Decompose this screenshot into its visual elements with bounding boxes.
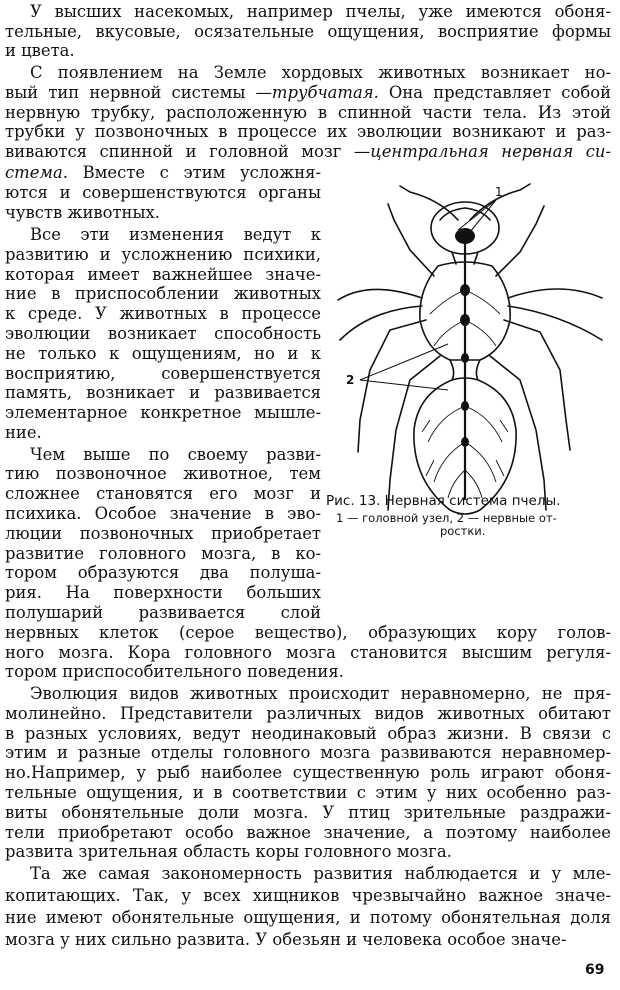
figure-caption-legend: 1 — головной узел, 2 — нервные от-	[336, 511, 557, 525]
text-line: люции позвоночных приобретает	[5, 523, 321, 543]
page-number: 69	[585, 962, 605, 978]
text-line: ние в приспособлении животных	[5, 284, 321, 304]
text-line	[5, 83, 611, 103]
text-line: чувств животных.	[5, 202, 160, 222]
text-line: Та же самая закономерность развития наблюдается и у мле-	[30, 864, 611, 883]
text-line: копитающих. Так, у всех хищников чрезвычайно важное значе-	[5, 886, 611, 905]
text-line: память, возникает и развивается	[5, 383, 321, 403]
text-line: тели приобретают особо важное значение, а поэтому наиболее	[5, 822, 611, 842]
text-line: восприятию, совершенствуется	[5, 363, 321, 383]
text-line: ются и совершенствуются органы	[5, 182, 321, 202]
bee-nervous-system-figure	[330, 180, 610, 520]
text-line: развитие головного мозга, в ко-	[5, 543, 321, 563]
text-line: этим и разные отделы головного мозга развиваются неравномер-	[5, 743, 611, 763]
text-line: трубки у позвоночных в процессе их эволюции возникают и раз-	[5, 122, 611, 142]
text-line: развита зрительная область коры головного мозга.	[5, 842, 452, 862]
text-line: тельные ощущения, и в соответствии с этим у них особенно раз-	[5, 783, 611, 802]
text-line: Эволюция видов животных происходит неравномерно, не пря-	[30, 684, 611, 703]
figure-label-2: 2	[346, 373, 355, 387]
text-line: мозга у них сильно развита. У обезьян и человека особое значе-	[5, 930, 567, 949]
text-line: Чем выше по своему разви-	[30, 444, 321, 464]
text-segment: Вместе с этим усложня-	[68, 162, 321, 182]
text-line: тором приспособительного поведения.	[5, 662, 344, 682]
text-line: ного мозга. Кора головного мозга становится высшим регуля-	[5, 642, 611, 662]
text-line: Все эти изменения ведут к	[30, 225, 321, 244]
text-line: ние.	[5, 423, 42, 442]
text-line: и цвета.	[5, 41, 75, 61]
text-line: молинейно. Представители различных видов животных обитают	[5, 703, 611, 723]
text-line: которая имеет важнейшее значе-	[5, 264, 321, 284]
text-line: к среде. У животных в процессе	[5, 304, 321, 324]
text-line: полушарий развивается слой	[5, 603, 321, 622]
text-line: У высших насекомых, например пчелы, уже имеются обоня-	[30, 1, 611, 21]
term-italic: стема.	[5, 162, 68, 182]
figure-caption-legend-cont: ростки.	[440, 524, 486, 538]
text-line: психика. Особое значение в эво-	[5, 504, 321, 523]
text-line: тию позвоночное животное, тем	[5, 464, 321, 484]
text-line: не только к ощущениям, но и к	[5, 343, 321, 363]
text-line: элементарное конкретное мышле-	[5, 403, 321, 423]
text-line: тельные, вкусовые, осязательные ощущения, восприятие формы	[5, 21, 611, 41]
text-line: нервную трубку, расположенную в спинной части тела. Из этой	[5, 102, 611, 122]
text-line: в разных условиях, ведут неодинаковый образ жизни. В связи с	[5, 723, 611, 743]
figure-label-1: 1	[495, 185, 503, 199]
text-segment: Она представляет собой	[378, 82, 611, 102]
text-line: рия. На поверхности больших	[5, 583, 321, 603]
term-italic: центральная нервная си-	[370, 142, 611, 162]
term-italic: трубчатая.	[271, 82, 379, 102]
text-line: эволюции возникает способность	[5, 324, 321, 343]
text-segment: виваются спинной и головной мозг —	[5, 142, 371, 162]
text-line	[5, 142, 611, 162]
text-line	[5, 163, 321, 183]
text-line: ние имеют обонятельные ощущения, и потому обонятельная доля	[5, 908, 611, 927]
text-line: тором образуются два полуша-	[5, 563, 321, 583]
text-line: нервных клеток (серое вещество), образующих кору голов-	[5, 622, 611, 642]
text-line: виты обонятельные доли мозга. У птиц зрительные раздражи-	[5, 802, 611, 822]
text-line: развитию и усложнению психики,	[5, 244, 321, 264]
text-line: но.Например, у рыб наиболее существенную роль играют обоня-	[5, 763, 611, 783]
text-segment: вый тип нервной системы —	[5, 82, 272, 102]
text-line: сложнее становятся его мозг и	[5, 484, 321, 504]
figure-caption-title: Рис. 13. Нервная система пчелы.	[326, 493, 561, 509]
text-line: С появлением на Земле хордовых животных возникает но-	[30, 63, 611, 82]
